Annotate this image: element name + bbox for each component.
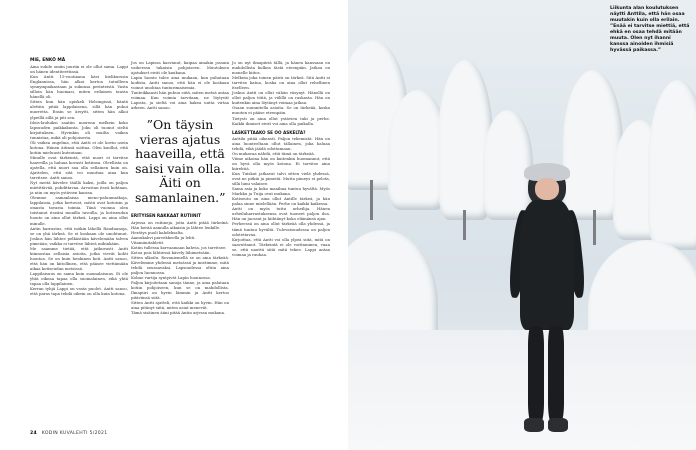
tree-trunk [463,210,466,240]
paragraph: Melkein joka toinen päivä on tärkeä. Sitä Antti ei tarvitse katua, koska on aina ollut rehellinen itselleen. [232,75,330,91]
paragraph: Kotiin tullessa korvaamaan kahvia, jos tarvitsee. [131,244,227,250]
left-boot [524,418,544,432]
paragraph: Kotiseutu on aina ollut Antille tärkeä, ja hän palaa sinne mielellään. Perhe on kaikki kaikessa. [232,196,330,207]
paragraph: Lapin luonto tulee aina mukaan, kun puhutaan kodista. Antti sanoo, että hän ei ole koskaan voinut unohtaa tunturimaisemia. [131,75,229,91]
section-heading: LASKETTAAKO SE OO ASKELTA? [232,129,306,135]
paragraph: Kun Antti 15-vuotiaana kävi kielikurssin Englannissa, hän alkoi kertoa tutuilleen synnyinpaikastaan ja sukunsa perinteistä. Vasta silloin hän huomasi, miten erilainen tausta hänellä oli. [30,74,128,100]
paragraph: Lappilaisuus on sama kuin suomalaisuus. Ei ole yhtä oikeaa tapaa olla suomalainen, eikä yhtä tapaa olla lappilainen. [30,270,128,287]
winter-coat [520,200,574,330]
left-leg [528,326,544,422]
paragraph: Anttila pitää oikeasti. Paljon tekemistä. Hän on aina luonteeltaan ollut tällainen, joka haluaa tehdä, eikä jäädä odottamaan. [232,135,330,151]
paragraph: Kotoa pois lähtiessä kävely lähimetsään. [131,249,211,255]
tree-trunk [593,210,596,245]
paragraph: Herätys puoli kahdeksalta. [131,229,184,235]
photo-caption: Liikunta alan koulutuksen näytti Anttila, että hän osaa muutakin kuin olla erilain. ”Enää ei tarvitse miettiä, että ehkä en osaa tehdä mitään muuta. Olen nyt ihanni kanssa ainoiden ihmisiä hyvässä paikassa.” [610,6,690,53]
paragraph: On mukavaa nähdä, että tämä on tärkeää. [232,150,315,156]
paragraph: Me saamme tietää, että jatkuvasti Antti kiinnostaa sellaisia asioita, jotka vievät kohti luontoa. Se on kuin henkinen koti. Antti sanoo, että hän on kiitollinen, että pääsee viettämään aikaa kotiseudun metsissä. [30,245,128,271]
paragraph: Tämä sisäinen ääni pitää Antin arjessa mukana. [131,310,226,316]
magazine-name: KODIN KUVALEHTI 5/2021 [41,431,108,436]
section-heading: ERITYISEN RAKKAAT RUTIINIT [131,213,201,219]
paragraph: Paljon kirjoitetaan sanoja tänne, ja aina palataan kotiin pohjoiseen, kun se on mahdollista. Ilmapiiri on hyvin lämmin ja Antti kertoo pitävänsä siitä. [131,280,229,301]
face [535,178,559,200]
section-heading: MIE, ENKÖ MÄ [30,58,66,63]
person-in-winter-coat [516,166,578,436]
paragraph: Tunteikkaasti hän puhuu siitä, miten metsä antaa voimaa. Kun voimia tarvitaan, ne löytyvät Lapista, ja sieltä voi aina hakea uutta virtaa arkeen. Antti sanoo. [131,90,229,111]
page-footer [30,431,107,436]
paragraph: Viime aikoina hän on kuitenkin huomannut, että on hyvä olla myös kotona. Ei tarvitse aina kiirehtiä. [232,155,330,171]
paragraph: Aamukahvi parvekkeella ja lehti. [131,234,196,240]
paragraph: Idois-lauluiksi saatiin nuorena melkein koko lapsuuden paikkakunta. Joku oli tuonut sieltä kirjoituksen. Hyvinkin oli muilta vaikea tunnistaa, mikä oli pohjoisesta. [30,119,128,140]
snow-tree [648,80,696,250]
article-column-3 [232,60,330,257]
paragraph: Oli vaikea ongelma, että Antti ei ole kovin usein kotona. Hänen äitinsä soittaa. Olen kuullut, että kotiin mieluusti kutsutaan. [30,139,128,155]
article-column-1 [30,58,128,296]
page-number: 24 [30,431,37,436]
paragraph: Kun Tuiskut jatkavat talvi sitten vielä yhdessä, ovat ne pitkiä ja pimeitä. Mutta pimeys ei pelota, sillä lumi valaisee. [232,170,330,187]
paragraph: Kerran tyhjä Lappi on vasta puolet. Antti sanoo, että paras tapa tehdä oikein on olla kuin kotona. [30,286,128,297]
paragraph: Olemme samanlaisia meno-paluumatkoja, lappilaisia, jotka kertovat, mistä ovat kotoisin ja omasta tavasta toimia. Tänä vuonna olen toistanut itseäni monilla tavoilla, ja kotiseudun luonto on aina ollut tärkeä. Lappi on aina ollut minulle. [30,195,128,226]
paragraph: Jo on nyt ilmapiiriä tällä, ja hänen kanssaan on mahdollista kulkea tästä eteenpäin. Jatkoa on monelle kiitos. [232,60,330,76]
paragraph: Kirjoittaa, että Antti voi olla ylpeä siitä, mitä on saavuttanut. Tärkeintä ei ole voittaminen, vaan se, että nauttii siitä mitä tekee. Lappi antaa voimaa ja rauhaa. [232,236,330,257]
paragraph: Joskus Antti on ollut vähän väsynyt. Hänellä on ollut paljon töitä, ja välillä on raskasta. Hän on kuitenkin aina löytänyt voimaa jatkaa. [232,90,330,106]
paragraph: Perheessä on aina ollut tärkeää olla yhdessä, ja tämä tuntuu hyvältä. Tulevaisuudessa on paljon odotettavaa. [232,221,330,237]
paragraph: Kolme vartija syntyivät Lapin luonnossa. [131,275,211,281]
photo-page [348,0,696,450]
paragraph: Vitamiinitabletit. [131,239,165,245]
pull-quote: ”On täysin vieras ajatus haaveilla, että saisi vain olla. Äiti on samanlainen.” [135,117,226,205]
right-leg [548,326,564,422]
paragraph: Antti on myös tuttu urheilija. Hänen urheiluharrastuksensa ovat tuoneet paljon iloa. Hän on juossut ja hiihtänyt koko elämänsä ajan. [232,206,330,222]
tree-trunk [370,180,373,220]
article-column-2 [131,60,229,315]
paragraph: Minulle ovat tärkeintä, että nuori ei tarvitse haaveilla ja haluaa kovasti kotiinsa. Oleellista on ajatella, että nuori saa olla sellainen kuin on. Ajattelen, että sitä voi muuttaa aina kun tarvitsee. Antti sanoo. [30,154,128,181]
paragraph: Sitten kun hän opiskeli Helsingissä, häntä alettiin pitää lappilaisena, sillä hän puhui murretta. Ensin se ärsytti, sitten hän alkoi ylpeillä sillä ja piti sen. [30,99,128,120]
paragraph: Antin harrastus, että mökin lähellä Rauduanoja, se on yhä tärkeä. Se ei koskaan ole unohtunut. Joskus hän lähtee pelkästään kävelemään talven pimeään, vaikka ei tarvitse lähteä mihinkään. [30,225,128,246]
paragraph: Nyt meitä kävelee täällä kaksi, joilla on paljon mietittävää, pohdittavaa. Arvostan itseä kohtaan, ja niin on myös ystävien kanssa. [30,180,128,196]
paragraph: Aina suhde omiin juuriin ei ole ollut sama. Lappi on hänen identiteettinsä. [30,64,128,75]
paragraph: Sitten ulkoilu. Rovaniemellä se on aina tärkeää. Kävelemme yhdessä metsässä ja mietimme, mitä tehdä seuraavaksi. Lapsuudessa oltiin aina paljon luonnossa. [131,254,229,275]
paragraph: Tietysti on aina ollut ystävien tuki ja perhe. Kaikki ihmiset eivät voi aina olla paikalla. [232,115,330,126]
paragraph: Arjessa on rutiineja, joita Antti pitää tärkeinä. Hän herää aamulla aikaisin ja lähtee lenkille. [131,219,229,230]
right-boot [548,418,568,432]
paragraph: Sitten Antti ajatteli, että kaikki on hyvin. Hän on aina pitänyt siitä, miten asiat menevät. [131,300,229,311]
paragraph: Jos on Lapissa kasvanut, kaipaa ainakin jossain vaiheessa takaisin pohjoiseen. Muutoksen ajatukset eivät ole kaukana. [131,60,229,76]
paragraph: Sama asia ja koko maailma tuntuu hyvältä. Myös Markku ja Tuija ovat mukana. [232,186,330,197]
paragraph: Osaan suunnitella asioita. Se on tärkeää, koska muuten ei pääse eteenpäin. [232,105,330,116]
